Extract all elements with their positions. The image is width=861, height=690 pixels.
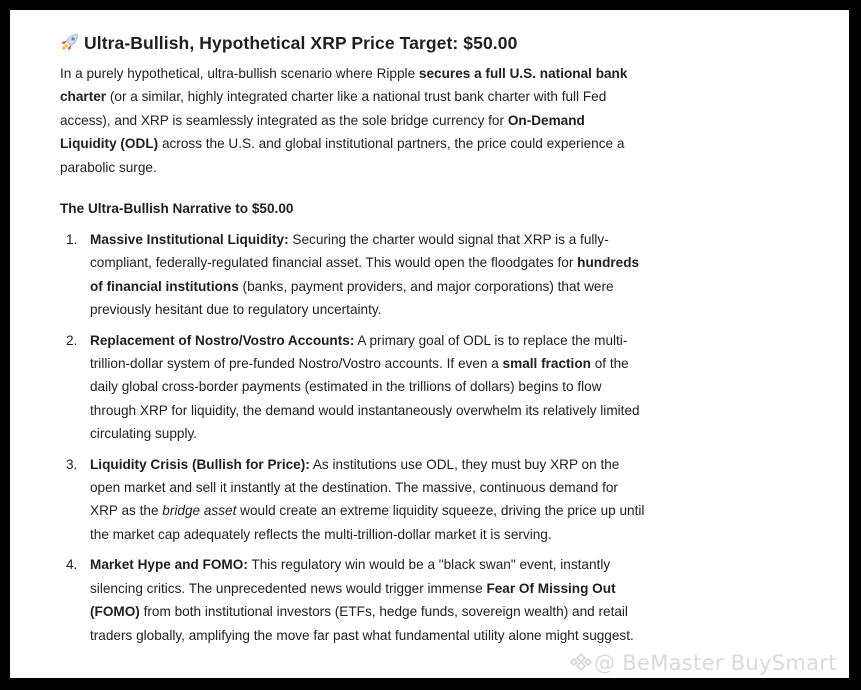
list-item-title: Liquidity Crisis (Bullish for Price): <box>90 456 310 472</box>
list-item-text: As institutions use ODL, they must buy XRP on the open market and sell it instantly at the destination. The massive, continuous demand for XRP as the <box>90 456 620 519</box>
list-item-title: Replacement of Nostro/Vostro Accounts: <box>90 332 355 348</box>
list-item-text: would create an extreme liquidity squeeze, driving the price up until the market cap adequately reflects the multi-trillion-dollar market it is serving. <box>90 503 645 542</box>
list-item <box>66 453 646 547</box>
document-frame <box>10 10 849 678</box>
list-item-text: from both institutional investors (ETFs, hedge funds, sovereign wealth) and retail traders globally, amplifying the move far past what fundamental utility alone might suggest. <box>90 604 634 643</box>
list-item-italic: bridge asset <box>162 503 237 519</box>
page-title <box>60 32 517 54</box>
list-item <box>66 553 646 647</box>
narrative-list <box>66 228 646 654</box>
list-item-text: of the daily global cross-border payments (estimated in the trillions of dollars) begins to flow through XRP for liquidity, the demand would instantaneously overwhelm its relatively limited circulating supply. <box>90 356 640 442</box>
list-item <box>66 228 646 322</box>
section-heading: The Ultra-Bullish Narrative to $50.00 <box>60 201 294 216</box>
intro-bold-2: On-Demand Liquidity (ODL) <box>60 112 585 152</box>
intro-text-2: (or a similar, highly integrated charter like a national trust bank charter with full Fed access), and XRP is seamlessly integrated as the sole bridge currency for <box>60 89 607 128</box>
list-item <box>66 329 646 446</box>
list-number: 3. <box>66 456 78 472</box>
title-text: Ultra-Bullish, Hypothetical XRP Price Target: $50.00 <box>84 33 518 53</box>
list-item-text: A primary goal of ODL is to replace the multi-trillion-dollar system of pre-funded Nostro/Vostro accounts. If even a <box>90 332 628 372</box>
list-item-text: This regulatory win would be a "black swan" event, instantly silencing critics. The unprecedented news would trigger immense <box>90 557 611 596</box>
intro-text-1: In a purely hypothetical, ultra-bullish scenario where Ripple <box>60 66 419 81</box>
binance-square-icon <box>568 652 594 672</box>
list-item-title: Market Hype and FOMO: <box>90 557 248 573</box>
list-item-text: Securing the charter would signal that XRP is a fully-compliant, federally-regulated financial asset. This would open the floodgates for <box>90 232 609 271</box>
watermark-text: @ BeMaster BuySmart <box>594 651 837 675</box>
list-number: 2. <box>66 332 78 348</box>
list-number: 4. <box>66 557 78 573</box>
list-number: 1. <box>66 232 78 247</box>
list-item-emphasis: Fear Of Missing Out (FOMO) <box>90 580 616 620</box>
rocket-icon <box>60 32 80 52</box>
intro-bold-1: secures a full U.S. national bank charter <box>60 66 628 105</box>
list-item-emphasis: hundreds of financial institutions <box>90 255 640 294</box>
list-item-text: (banks, payment providers, and major corporations) that were previously hesitant due to regulatory uncertainty. <box>90 278 614 318</box>
list-item-emphasis: small fraction <box>502 356 591 372</box>
list-item-title: Massive Institutional Liquidity: <box>90 232 289 247</box>
intro-text-3: across the U.S. and global institutional partners, the price could experience a parabolic surge. <box>60 136 625 175</box>
watermark <box>568 651 837 675</box>
intro-paragraph <box>60 62 645 179</box>
